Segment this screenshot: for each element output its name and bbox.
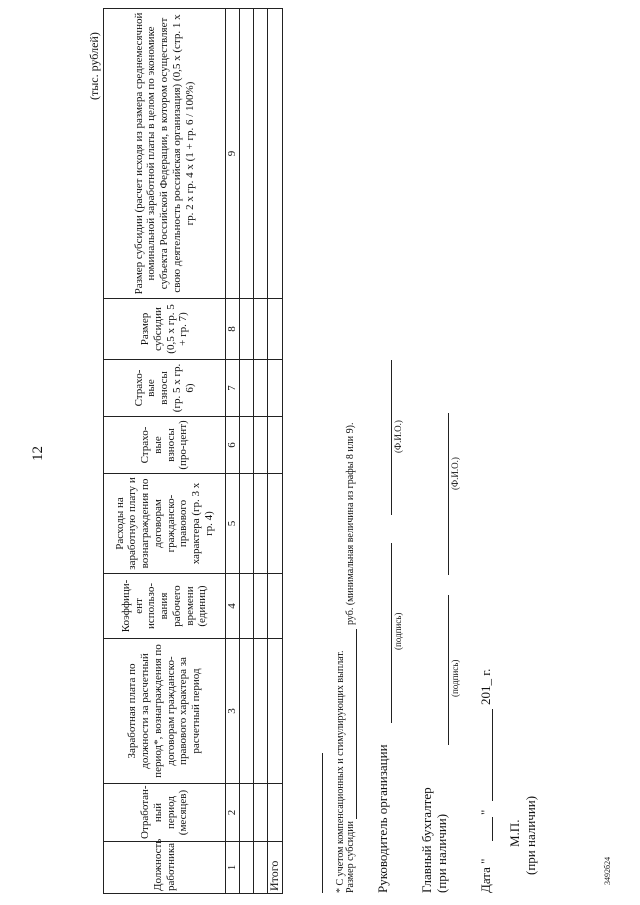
date-day-line — [492, 817, 493, 841]
empty-cell — [254, 842, 268, 894]
column-number: 1 — [226, 842, 240, 894]
accountant-name-line — [448, 413, 449, 575]
empty-cell — [240, 574, 254, 639]
head-signature-line — [391, 543, 392, 723]
accountant-label: Главный бухгалтер — [419, 787, 434, 893]
units-label: (тыс. рублей) — [87, 32, 101, 100]
empty-cell — [254, 474, 268, 574]
document-code: 3492б24 — [603, 856, 612, 885]
column-number: 2 — [226, 784, 240, 842]
empty-cell — [240, 639, 254, 784]
header-cell: Страхо-вые взносы (гр. 5 x гр. 6) — [104, 360, 226, 417]
empty-cell — [268, 299, 283, 360]
header-cell: Должность работника — [104, 842, 226, 894]
date-year: 201_ г. — [478, 668, 493, 705]
empty-cell — [240, 417, 254, 474]
empty-cell — [268, 474, 283, 574]
empty-cell — [254, 784, 268, 842]
table-row — [254, 9, 268, 894]
accountant-signature-caption: (подпись) — [450, 659, 460, 697]
accountant-signature-line — [448, 595, 449, 745]
column-number: 8 — [226, 299, 240, 360]
empty-cell — [268, 360, 283, 417]
column-number: 4 — [226, 574, 240, 639]
empty-cell — [268, 417, 283, 474]
total-row — [268, 9, 283, 894]
empty-cell — [254, 9, 268, 299]
date-quote: " — [478, 809, 493, 815]
empty-cell — [268, 574, 283, 639]
column-number: 5 — [226, 474, 240, 574]
empty-cell — [268, 784, 283, 842]
column-number: 6 — [226, 417, 240, 474]
empty-cell — [240, 474, 254, 574]
column-number: 9 — [226, 9, 240, 299]
header-cell: Размер субсидии (0,5 x гр. 5 + гр. 7) — [104, 299, 226, 360]
empty-cell — [240, 784, 254, 842]
head-signature-caption: (подпись) — [393, 612, 403, 650]
subsidy-amount-line — [356, 629, 357, 819]
table-header-row — [104, 9, 226, 894]
head-label: Руководитель организации — [375, 744, 390, 893]
empty-cell — [254, 417, 268, 474]
footnote-separator — [322, 753, 323, 893]
empty-cell — [254, 639, 268, 784]
header-cell: Расходы на заработную плату и вознаграждения по договорам гражданско-правового характера (гр. 3 x гр. 4) — [104, 474, 226, 574]
column-number: 3 — [226, 639, 240, 784]
date-month-line — [492, 709, 493, 801]
header-cell: Страхо-вые взносы (про-цент) — [104, 417, 226, 474]
empty-cell — [268, 9, 283, 299]
empty-cell — [254, 574, 268, 639]
stamp-label: М.П. — [507, 819, 522, 847]
column-number: 7 — [226, 360, 240, 417]
page-number: 12 — [30, 446, 46, 461]
head-name-line — [391, 360, 392, 515]
accountant-label-note: (при наличии) — [434, 813, 449, 893]
accountant-name-caption: (Ф.И.О.) — [450, 457, 460, 490]
table-row — [240, 9, 254, 894]
empty-cell — [254, 299, 268, 360]
subsidy-label: Размер субсидии — [345, 821, 356, 893]
header-cell: Отработан-ный период (месяцев) — [104, 784, 226, 842]
stamp-label-note: (при наличии) — [523, 795, 538, 875]
header-cell: Заработная плата по должности за расчетный период*, вознаграждения по договорам гражданско-правового характера за расчетный период — [104, 639, 226, 784]
footnote-text: * С учетом компенсационных и стимулирующих выплат. — [335, 650, 346, 893]
header-cell: Размер субсидии (расчет исходя из размера среднемесячной номинальной заработной платы в целом по экономике субъекта Российской Федерации, в котором осуществляет свою деятельность российская организация) (0,5 x (стр. 1 x гр. 2 x гр. 4 x (1 + гр. 6 / 100%) — [104, 9, 226, 299]
subsidy-suffix: руб. (минимальная величина из графы 8 или 9). — [345, 422, 356, 625]
column-number-row — [226, 9, 240, 894]
header-cell: Коэффици-ент использо-вания рабочего времени (единиц) — [104, 574, 226, 639]
total-label: Итого — [268, 842, 283, 894]
date-label: Дата " — [478, 858, 493, 893]
empty-cell — [254, 360, 268, 417]
empty-cell — [240, 360, 254, 417]
empty-cell — [268, 639, 283, 784]
empty-cell — [240, 842, 254, 894]
subsidy-calculation-table — [103, 8, 283, 894]
empty-cell — [240, 299, 254, 360]
head-name-caption: (Ф.И.О.) — [393, 420, 403, 453]
empty-cell — [240, 9, 254, 299]
